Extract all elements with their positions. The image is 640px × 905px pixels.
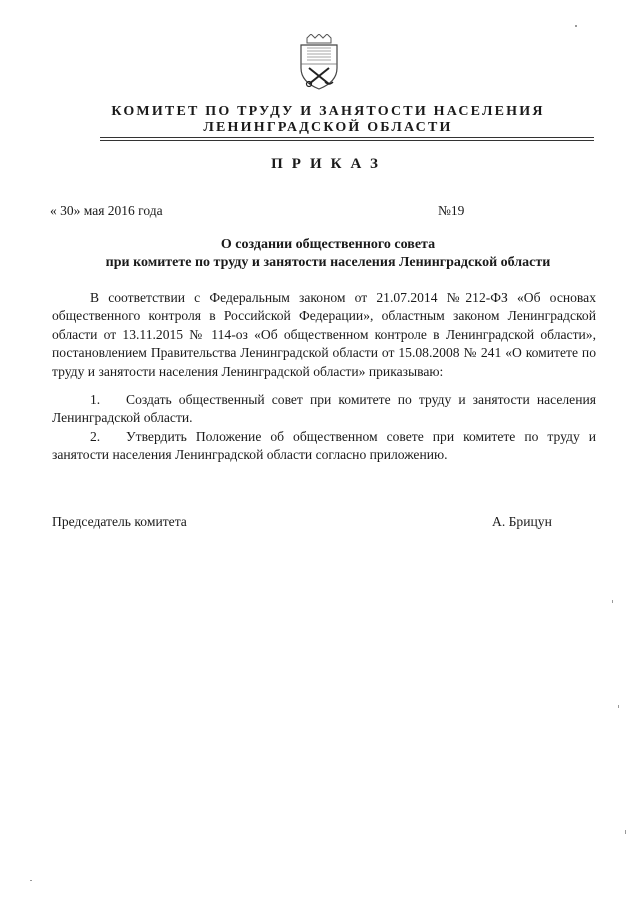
scan-speck bbox=[625, 830, 626, 834]
scan-speck bbox=[618, 705, 619, 708]
order-item-number: 1. bbox=[90, 392, 101, 407]
order-item-number: 2. bbox=[90, 429, 101, 444]
organization-name-line1: КОМИТЕТ ПО ТРУДУ И ЗАНЯТОСТИ НАСЕЛЕНИЯ bbox=[111, 104, 545, 119]
header-rule-thin bbox=[100, 140, 594, 141]
subject-line1: О создании общественного совета bbox=[220, 237, 436, 252]
header-rule-thick bbox=[100, 137, 594, 138]
document-date: « 30» мая 2016 года bbox=[50, 203, 163, 218]
scan-speck bbox=[30, 880, 32, 881]
coat-of-arms-emblem bbox=[295, 34, 343, 90]
subject-line2: при комитете по труду и занятости населения Ленинградской области bbox=[105, 255, 551, 270]
signer-name: А. Брицун bbox=[492, 514, 552, 529]
scan-speck bbox=[575, 25, 577, 27]
order-item-text: Утвердить Положение об общественном совете при комитете по труду и занятости населения Ленинградской области согласно приложению. bbox=[52, 429, 596, 463]
document-type-title: ПРИКАЗ bbox=[271, 156, 387, 172]
order-item bbox=[52, 428, 596, 465]
organization-name-line2: ЛЕНИНГРАДСКОЙ ОБЛАСТИ bbox=[203, 120, 453, 135]
document-number: №19 bbox=[438, 203, 465, 218]
order-item-text: Создать общественный совет при комитете по труду и занятости населения Ленинградской области. bbox=[52, 392, 596, 426]
order-item bbox=[52, 391, 596, 428]
scan-speck bbox=[612, 600, 613, 603]
preamble-paragraph: В соответствии с Федеральным законом от 21.07.2014 №212-ФЗ «Об основах общественного контроля в Российской Федерации», областным законом Ленинградской области от 13.11.2015 № 114-оз «Об общественном контроле в Ленинградской области», постановлением Правительства Ленинградской области от 15.08.2008 № 241 «О комитете по труду и занятости населения Ленинградской области» приказываю: bbox=[52, 290, 596, 379]
signer-role: Председатель комитета bbox=[52, 514, 187, 529]
